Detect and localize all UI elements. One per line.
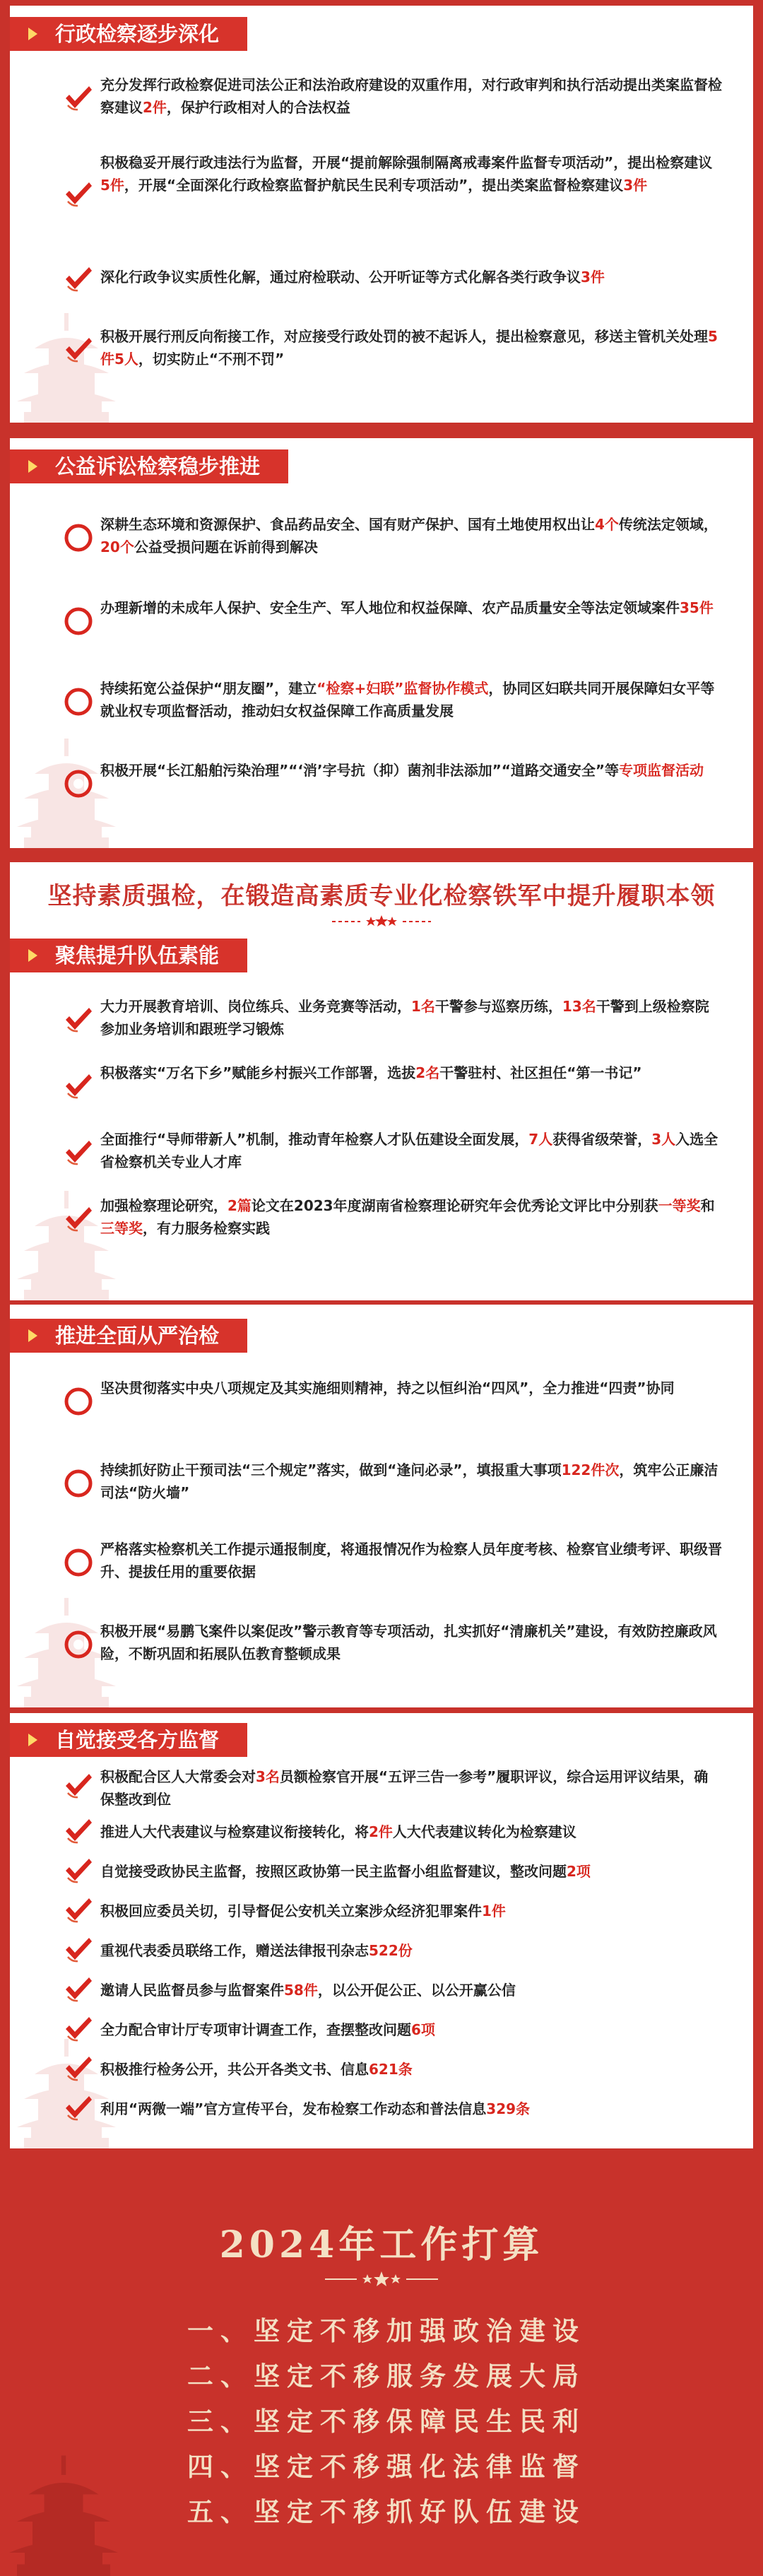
text-segment: 获得省级荣誉， [552, 1131, 652, 1148]
text-segment: 积极开展“长江船舶污染治理”“‘消’字号抗（抑）菌剂非法添加”“道路交通安全”等 [100, 762, 620, 779]
text-segment: 积极配合区人大常委会对 [100, 1768, 256, 1785]
text-segment: 全面推行“导师带新人”机制，推动青年检察人才队伍建设全面发展， [100, 1131, 529, 1148]
highlight-text: 2项 [567, 1863, 591, 1880]
highlight-text: 三等奖 [100, 1220, 143, 1237]
text-segment: 和 [700, 1197, 715, 1214]
checkmark-icon [64, 1771, 93, 1801]
section-title [10, 449, 288, 483]
text-segment: 传统法定领域， [618, 516, 718, 533]
checkmark-icon [64, 1138, 93, 1168]
plan-item: 五、坚定不移抓好队伍建设 [187, 2496, 586, 2527]
section-title-text: 行政检察逐步深化 [55, 22, 220, 46]
section-title-text: 公益诉讼检察稳步推进 [55, 454, 261, 478]
highlight-text: 1件 [482, 1902, 506, 1919]
text-segment: 干警到上级检察院参加业务培训和跟班学习锻炼 [100, 998, 709, 1037]
item-text [100, 995, 722, 1040]
text-segment: 加强检察理论研究， [100, 1197, 227, 1214]
plan-item: 一、坚定不移加强政治建设 [187, 2315, 586, 2346]
item-text [100, 1821, 722, 1843]
highlight-text: 5件5人 [100, 328, 718, 367]
checkmark-icon [64, 2014, 93, 2044]
item-text [100, 1377, 722, 1399]
checkmark-icon [64, 1895, 93, 1925]
highlight-text: 2件 [143, 99, 167, 116]
item-text [100, 1194, 722, 1240]
highlight-text: 2件 [369, 1823, 393, 1840]
section-title [10, 1319, 247, 1353]
text-segment: 坚决贯彻落实中央八项规定及其实施细则精神，持之以恒纠治“四风”，全力推进“四责”协同 [100, 1380, 675, 1396]
item-text [100, 151, 722, 196]
highlight-text: 6项 [411, 2021, 435, 2038]
highlight-text: 3件 [581, 269, 605, 286]
item-text [100, 1061, 722, 1084]
checkmark-icon [64, 83, 93, 113]
text-segment: 论文在2023年度湖南省检察理论研究年会优秀论文评比中分别获 [251, 1197, 658, 1214]
band-heading: 坚持素质强检，在锻造高素质专业化检察铁军中提升履职本领 [47, 882, 716, 910]
text-segment: 邀请人民监督员参与监督案件 [100, 1982, 284, 1999]
highlight-text: 4个 [595, 516, 619, 533]
checkmark-icon [64, 2054, 93, 2083]
ring-icon [64, 523, 93, 553]
text-segment: 推进人大代表建议与检察建议衔接转化，将 [100, 1823, 369, 1840]
item-text [100, 1939, 722, 1962]
text-segment: 持续抓好防止干预司法“三个规定”落实，做到“逢问必录”，填报重大事项 [100, 1462, 562, 1478]
item-text [100, 266, 722, 288]
checkmark-icon [64, 1204, 93, 1234]
section-title-text: 推进全面从严治检 [55, 1324, 220, 1348]
text-segment: 深耕生态环境和资源保护、食品药品安全、国有财产保护、国有土地使用权出让 [100, 516, 595, 533]
text-segment: 自觉接受政协民主监督，按照区政协第一民主监督小组监督建议，整改问题 [100, 1863, 567, 1880]
item-text [100, 1538, 722, 1583]
text-segment: 积极稳妥开展行政违法行为监督，开展“提前解除强制隔离戒毒案件监督专项活动”，提出检察建议 [100, 154, 713, 171]
stars-divider [10, 913, 753, 930]
text-segment: 大力开展教育培训、岗位练兵、业务竞赛等活动， [100, 998, 411, 1015]
section-team-building [10, 862, 753, 1300]
highlight-text: 一等奖 [658, 1197, 701, 1214]
highlight-text: 2名 [415, 1064, 440, 1081]
text-segment: 严格落实检察机关工作提示通报制度，将通报情况作为检察人员年度考核、检察官业绩考评、职级晋升、提拔任用的重要依据 [100, 1541, 722, 1580]
text-segment: 办理新增的未成年人保护、安全生产、军人地位和权益保障、农产品质量安全等法定领域案件 [100, 599, 680, 616]
plan-title: 2024年工作打算 [219, 2223, 544, 2266]
item-text [100, 1979, 722, 2001]
ring-icon [64, 1469, 93, 1498]
highlight-text: 3人 [651, 1131, 676, 1148]
section-administrative-procuratorate [10, 6, 753, 423]
section-title-text: 自觉接受各方监督 [55, 1728, 220, 1752]
highlight-text: 621条 [369, 2061, 413, 2078]
text-segment: 充分发挥行政检察促进司法公正和法治政府建设的双重作用，对行政审判和执行活动提出类案监督检察建议 [100, 76, 722, 116]
highlight-text: 35件 [680, 599, 714, 616]
text-segment: ，协同区妇联共同开展保障妇女平等就业权专项监督活动，推动妇女权益保障工作高质量发展 [100, 680, 715, 719]
text-segment: 员额检察官开展“五评三告一参考”履职评议，综合运用评议结果，确保整改到位 [100, 1768, 709, 1808]
checkmark-icon [64, 1816, 93, 1846]
item-text [100, 73, 722, 119]
highlight-text: 329条 [486, 2100, 531, 2117]
text-segment: 积极回应委员关切，引导督促公安机关立案涉众经济犯罪案件 [100, 1902, 482, 1919]
text-segment: 持续拓宽公益保护“朋友圈”，建立 [100, 680, 317, 697]
text-segment: 全力配合审计厅专项审计调查工作，查摆整改问题 [100, 2021, 411, 2038]
text-segment: 干警参与巡察历练， [434, 998, 562, 1015]
highlight-text: 522份 [369, 1942, 413, 1959]
highlight-text: 专项监督活动 [619, 762, 704, 779]
highlight-text: 20个 [100, 539, 134, 555]
checkmark-icon [64, 1935, 93, 1965]
checkmark-icon [64, 1975, 93, 2004]
highlight-text: 5件 [100, 177, 124, 194]
checkmark-icon [64, 1071, 93, 1101]
section-title-text: 聚焦提升队伍素能 [55, 943, 220, 968]
plan-item: 二、坚定不移服务发展大局 [187, 2360, 586, 2392]
section-title [10, 17, 247, 51]
temple-decoration [0, 2421, 127, 2576]
highlight-text: 2篇 [227, 1197, 252, 1214]
play-icon [28, 1734, 37, 1746]
checkmark-icon [64, 264, 93, 294]
item-text [100, 513, 722, 558]
ring-icon [64, 1387, 93, 1416]
text-segment: 积极开展“易鹏飞案件以案促改”警示教育等专项活动，扎实抓好“清廉机关”建设，有效防控廉政风险，不断巩固和拓展队伍教育整顿成果 [100, 1623, 717, 1662]
section-title [10, 1723, 247, 1757]
item-text [100, 2058, 722, 2081]
text-segment: ，保护行政相对人的合法权益 [166, 99, 350, 116]
text-segment: 利用“两微一端”官方宣传平台，发布检察工作动态和普法信息 [100, 2100, 487, 2117]
highlight-text: 122件次 [561, 1462, 620, 1478]
item-text [100, 1620, 722, 1665]
plan-item: 四、坚定不移强化法律监督 [187, 2451, 586, 2482]
text-segment: 干警驻村、社区担任“第一书记” [439, 1064, 642, 1081]
text-segment: 公益受损问题在诉前得到解决 [134, 539, 318, 555]
text-segment: ，开展“全面深化行政检察监督护航民生民利专项活动”，提出类案监督检察建议 [124, 177, 624, 194]
item-text [100, 1860, 722, 1883]
checkmark-icon [64, 1856, 93, 1886]
highlight-text: 13名 [562, 998, 596, 1015]
ring-icon [64, 1630, 93, 1659]
checkmark-icon [64, 335, 93, 365]
item-text [100, 596, 722, 619]
section-public-interest-litigation [10, 438, 753, 848]
play-icon [28, 460, 37, 473]
text-segment: 积极开展行刑反向衔接工作，对应接受行政处罚的被不起诉人，提出检察意见，移送主管机关处理 [100, 328, 708, 345]
play-icon [28, 28, 37, 40]
ring-icon [64, 606, 93, 636]
item-text [100, 1900, 722, 1922]
highlight-text: 58件 [284, 1982, 318, 1999]
checkmark-icon [64, 2093, 93, 2123]
text-segment: ，有力服务检察实践 [143, 1220, 270, 1237]
checkmark-icon [64, 180, 93, 209]
section-title [10, 939, 247, 972]
item-text [100, 325, 722, 370]
item-text [100, 2018, 722, 2041]
text-segment: ，以公开促公正、以公开赢公信 [317, 1982, 516, 1999]
section-strict-governance [10, 1305, 753, 1707]
item-text [100, 759, 722, 782]
section-external-supervision [10, 1713, 753, 2148]
item-text [100, 1765, 722, 1811]
plan-item: 三、坚定不移保障民生民利 [187, 2406, 586, 2437]
highlight-text: 3件 [623, 177, 648, 194]
ring-icon [64, 769, 93, 799]
item-text [100, 677, 722, 722]
highlight-text: 1名 [411, 998, 435, 1015]
text-segment: 人大代表建议转化为检察建议 [392, 1823, 576, 1840]
plan-area [0, 2163, 763, 2576]
text-segment: ，筑牢公正廉洁司法“防火墙” [100, 1462, 718, 1501]
highlight-text: 7人 [528, 1131, 553, 1148]
item-text [100, 1459, 722, 1504]
text-segment: 积极推行检务公开，共公开各类文书、信息 [100, 2061, 369, 2078]
text-segment: 积极落实“万名下乡”赋能乡村振兴工作部署，选拔 [100, 1064, 416, 1081]
ring-icon [64, 1548, 93, 1577]
text-segment: 重视代表委员联络工作，赠送法律报刊杂志 [100, 1942, 369, 1959]
stars-divider [0, 2269, 763, 2290]
text-segment: 入选全省检察机关专业人才库 [100, 1131, 718, 1170]
text-segment: ，切实防止“不刑不罚” [138, 351, 285, 367]
highlight-text: “检察+妇联”监督协作模式 [317, 680, 489, 697]
item-text [100, 1128, 722, 1173]
play-icon [28, 949, 37, 962]
checkmark-icon [64, 1005, 93, 1035]
ring-icon [64, 687, 93, 717]
item-text [100, 2098, 722, 2120]
text-segment: 深化行政争议实质性化解，通过府检联动、公开听证等方式化解各类行政争议 [100, 269, 581, 286]
play-icon [28, 1329, 37, 1342]
highlight-text: 3名 [256, 1768, 280, 1785]
